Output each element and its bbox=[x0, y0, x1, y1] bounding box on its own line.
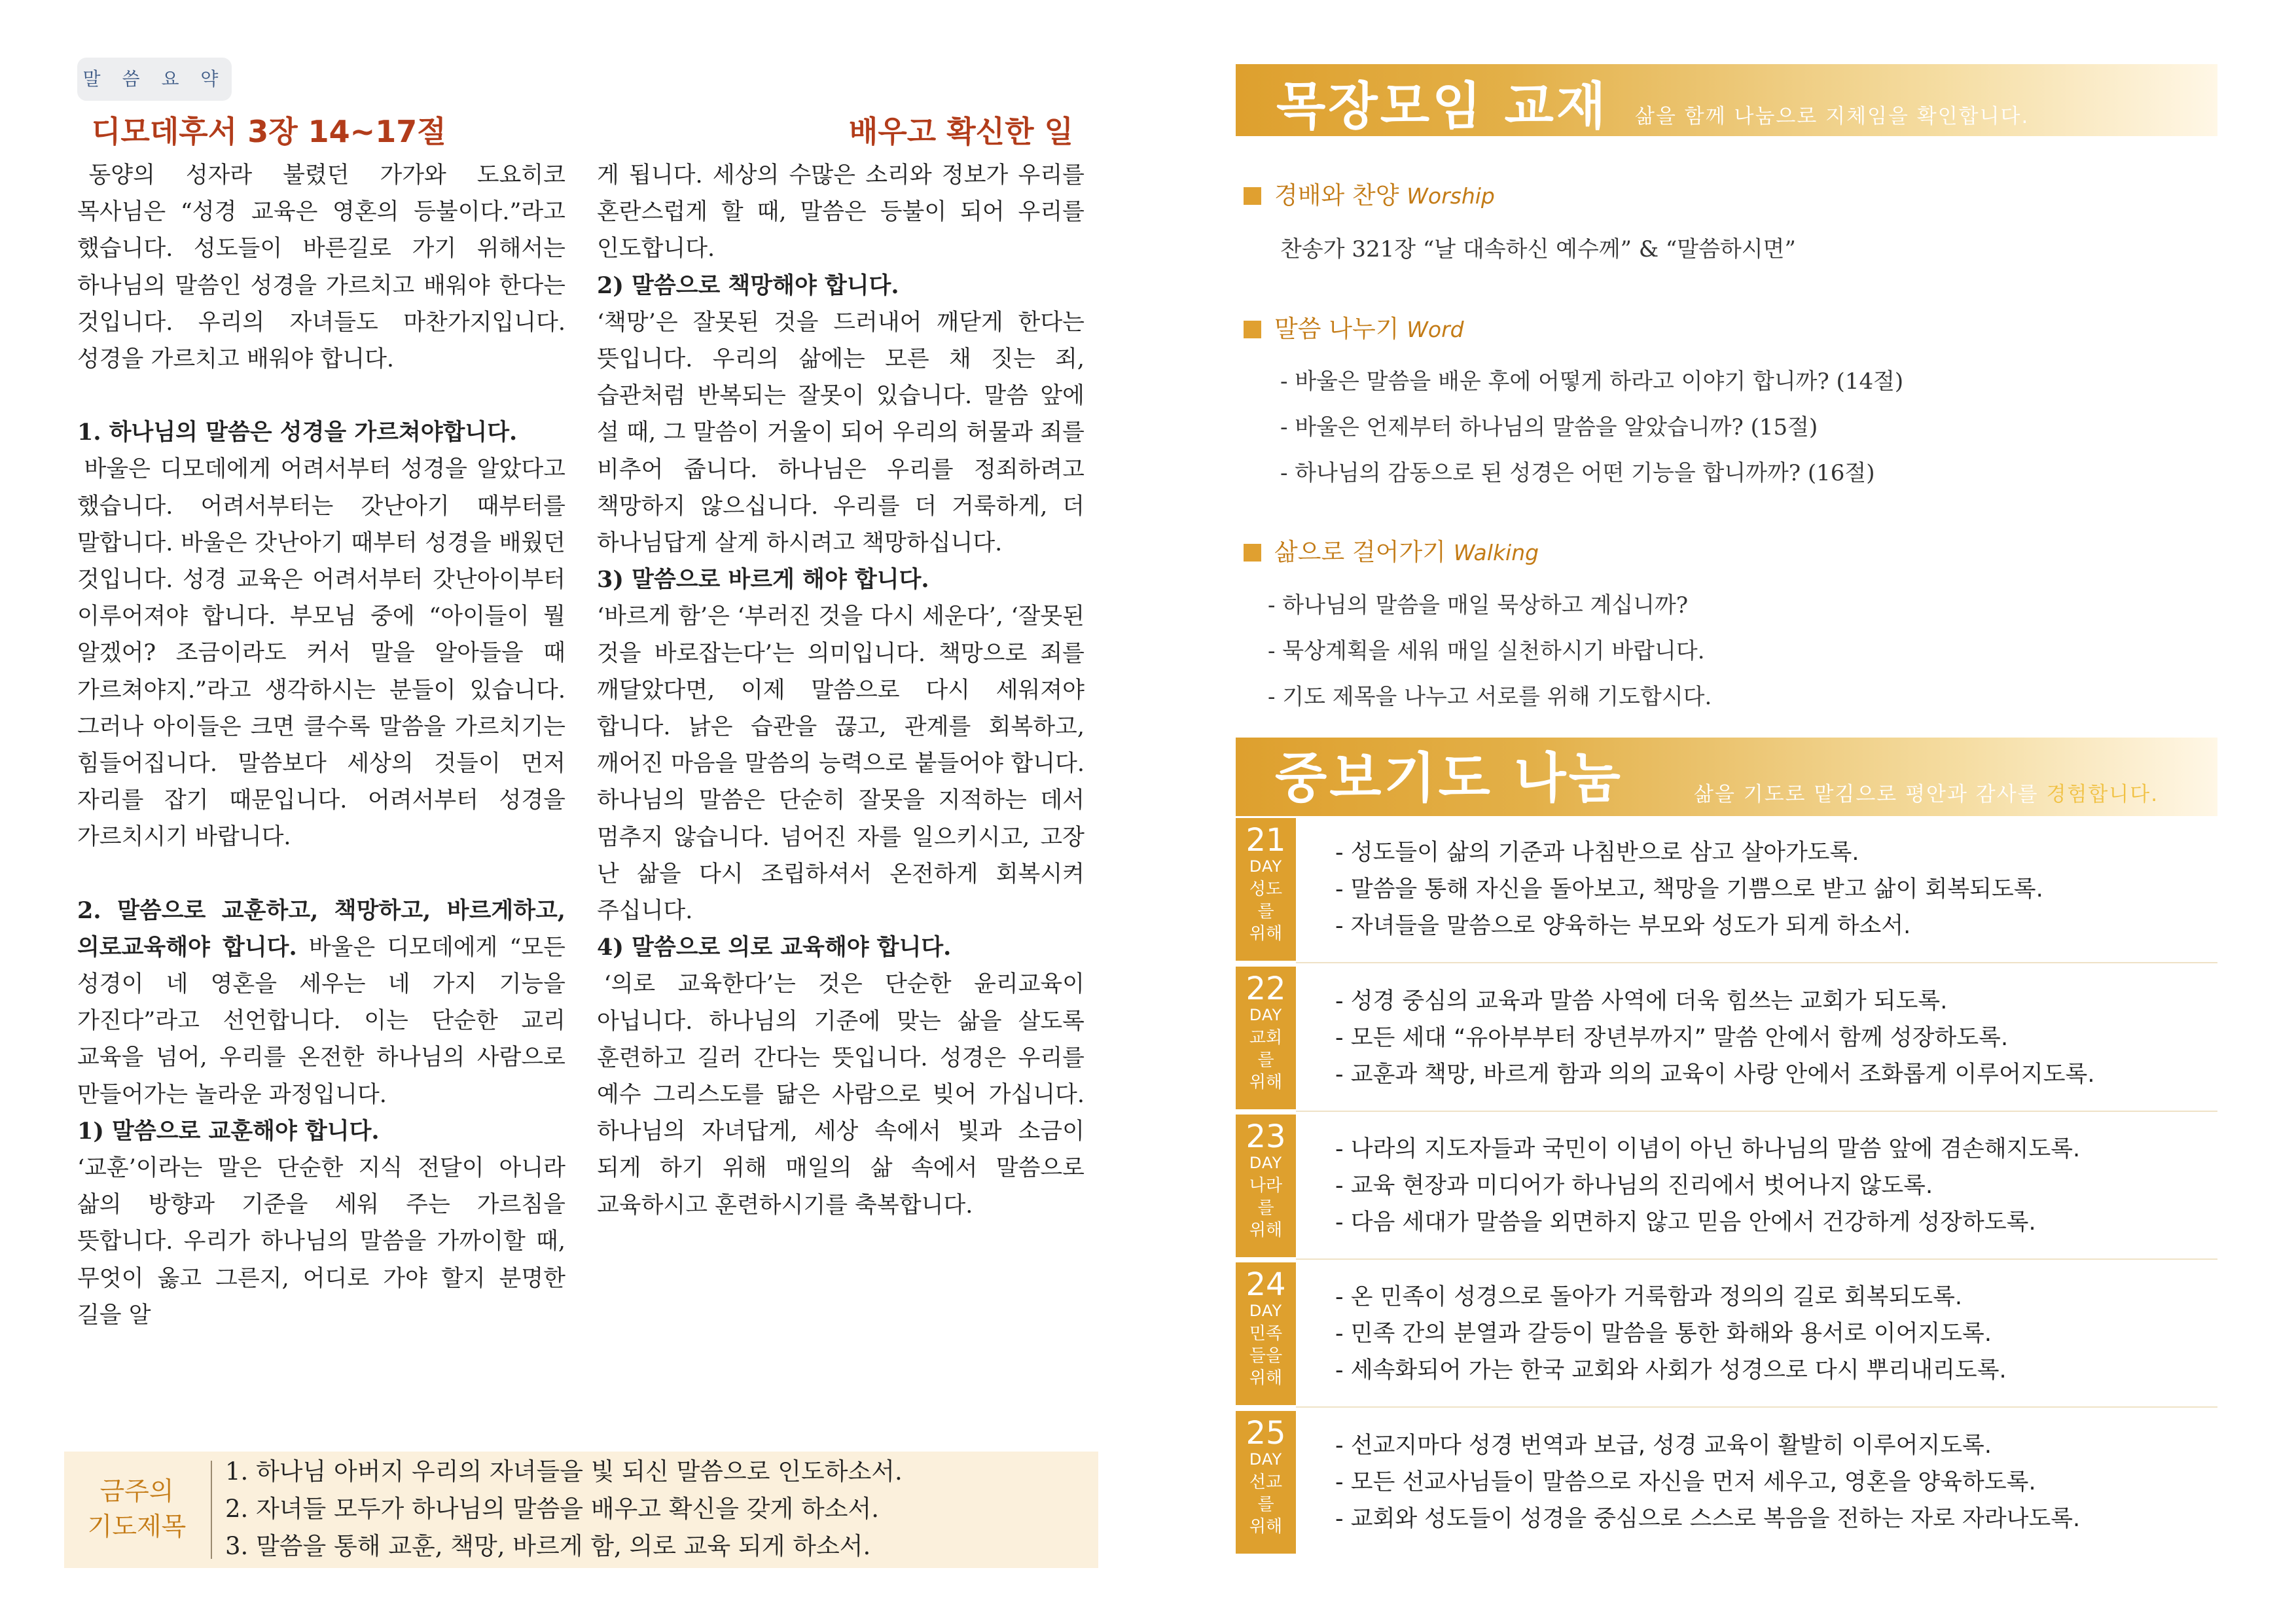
section-heading: 3) 말씀으로 바르게 해야 합니다. bbox=[597, 566, 929, 594]
walking-item: - 묵상계획을 세워 매일 실천하시기 바랍니다. bbox=[1268, 638, 1705, 664]
walking-item: - 기도 제목을 나누고 서로를 위해 기도합시다. bbox=[1268, 684, 1712, 710]
day-prayer-item: - 온 민족이 성경으로 돌아가 거룩함과 정의의 길로 회복되도록. bbox=[1335, 1284, 1963, 1310]
day-prayer-item: - 자녀들을 말씀으로 양육하는 부모와 성도가 되게 하소서. bbox=[1335, 913, 1911, 939]
day-category: 교회 bbox=[1249, 1028, 1283, 1048]
weekly-prayer-label bbox=[64, 1452, 209, 1568]
question-item: - 바울은 말씀을 배운 후에 어떻게 하라고 이야기 합니까? (14절) bbox=[1280, 368, 1904, 395]
day-label: DAY bbox=[1249, 857, 1283, 876]
day-prayer-item: - 성도들이 삶의 기준과 나침반으로 삼고 살아가도록. bbox=[1335, 840, 1859, 866]
sermon-column-2 bbox=[597, 157, 1085, 1224]
day-category: 를 bbox=[1257, 1050, 1274, 1070]
day-category: 를 bbox=[1257, 902, 1274, 921]
section-tag: 말 씀 요 약 bbox=[77, 58, 232, 101]
worship-heading bbox=[1244, 175, 1495, 211]
prayer-item: 2. 자녀들 모두가 하나님의 말씀을 배우고 확신을 갖게 하소서. bbox=[225, 1495, 879, 1523]
day-prayer-list bbox=[1335, 1279, 2007, 1389]
day-divider bbox=[1296, 1406, 2217, 1408]
day-prayer-item: - 민족 간의 분열과 갈등이 말씀을 통한 화해와 용서로 이어지도록. bbox=[1335, 1321, 1992, 1347]
section-heading: 4) 말씀으로 의로 교육해야 합니다. bbox=[597, 934, 952, 961]
square-bullet-icon bbox=[1244, 321, 1261, 338]
paragraph bbox=[77, 893, 565, 1113]
day-category: 위해 bbox=[1249, 1517, 1283, 1537]
day-category: 위해 bbox=[1249, 1368, 1283, 1388]
prayer-item: 3. 말씀을 통해 교훈, 책망, 바르게 함, 의로 교육 되게 하소서. bbox=[225, 1532, 871, 1560]
day-number: 21 bbox=[1246, 822, 1286, 859]
day-badge bbox=[1236, 967, 1296, 1109]
day-badge bbox=[1236, 818, 1296, 961]
worship-hymn: 찬송가 321장 “날 대속하신 예수께” & “말씀하시면” bbox=[1280, 236, 1796, 262]
intercession-subtitle bbox=[1694, 777, 2159, 807]
worship-heading-ko: 경배와 찬양 bbox=[1274, 181, 1399, 209]
day-category: 선교 bbox=[1249, 1472, 1283, 1492]
day-category: 성도 bbox=[1249, 880, 1283, 899]
day-label: DAY bbox=[1249, 1154, 1283, 1172]
day-number: 25 bbox=[1246, 1415, 1286, 1452]
day-category: 를 bbox=[1257, 1495, 1274, 1514]
day-prayer-item: - 선교지마다 성경 번역과 보급, 성경 교육이 활발히 이루어지도록. bbox=[1335, 1433, 1992, 1459]
day-prayer-item: - 교회와 성도들이 성경을 중심으로 스스로 복음을 전하는 자로 자라나도록. bbox=[1335, 1506, 2081, 1532]
day-number: 22 bbox=[1246, 971, 1286, 1007]
small-group-title: 목장모임 교재 bbox=[1276, 77, 1609, 136]
word-heading bbox=[1244, 309, 1464, 344]
day-category: 를 bbox=[1257, 1198, 1274, 1218]
intercession-title: 중보기도 나눔 bbox=[1275, 747, 1623, 810]
paragraph: ‘의로 교육한다’는 것은 단순한 윤리교육이 아닙니다. 하나님의 기준에 맞는 삶을 살도록 훈련하고 길러 간다는 뜻입니다. 성경은 우리를 예수 그리스도를 닮은 사람으로 빚어 가십니다. 하나님의 자녀답게, 세상 속에서 빛과 소금이 되게 하기 위해 매일의 삶 속에서 말씀으로 교육하시고 훈련하시기를 축복합니다. bbox=[597, 971, 1085, 1219]
prayer-divider bbox=[211, 1461, 212, 1559]
word-questions bbox=[1280, 359, 1903, 496]
sermon-title: 배우고 확신한 일 bbox=[848, 114, 1073, 149]
passage-reference: 디모데후서 3장 14~17절 bbox=[92, 114, 446, 149]
day-divider bbox=[1296, 962, 2217, 963]
day-category: 나라 bbox=[1249, 1176, 1283, 1196]
day-prayer-item: - 교훈과 책망, 바르게 함과 의의 교육이 사랑 안에서 조화롭게 이루어지도록. bbox=[1335, 1061, 2095, 1088]
walking-heading-en: Walking bbox=[1453, 540, 1539, 565]
day-number: 23 bbox=[1246, 1118, 1286, 1155]
worship-heading-en: Worship bbox=[1407, 183, 1495, 209]
day-category: 위해 bbox=[1249, 924, 1283, 944]
square-bullet-icon bbox=[1244, 187, 1261, 205]
paragraph: ‘교훈’이라는 말은 단순한 지식 전달이 아니라 삶의 방향과 기준을 세워 주는 가르침을 뜻합니다. 우리가 하나님의 말씀을 가까이할 때, 무엇이 옳고 그른지, 어디로 가야 할지 분명한 길을 알 bbox=[77, 1155, 565, 1329]
section-heading: 2) 말씀으로 책망해야 합니다. bbox=[597, 272, 899, 299]
word-heading-en: Word bbox=[1407, 317, 1464, 342]
day-badge bbox=[1236, 1411, 1296, 1554]
day-prayer-item: - 성경 중심의 교육과 말씀 사역에 더욱 힘쓰는 교회가 되도록. bbox=[1335, 988, 1948, 1014]
paragraph: 바울은 디모데에게 어려서부터 성경을 알았다고 했습니다. 어려서부터는 갓난아기 때부터를 말합니다. 바울은 갓난아기 때부터 성경을 배웠던 것입니다. 성경 교육은 어려서부터 갓난아이부터 이루어져야 합니다. 부모님 중에 “아이들이 뭘 알겠어? 조금이라도 커서 말을 알아들을 때 가르쳐야지.”라고 생각하시는 분들이 있습니다. 그러나 아이들은 크면 클수록 말씀을 가르치기는 힘들어집니다. 말씀보다 세상의 것들이 먼저 자리를 잡기 때문입니다. 어려서부터 성경을 가르치시기 바랍니다. bbox=[77, 456, 565, 851]
paragraph-gap bbox=[77, 856, 565, 893]
day-prayer-list bbox=[1335, 1131, 2080, 1241]
prayer-item: 1. 하나님 아버지 우리의 자녀들을 빛 되신 말씀으로 인도하소서. bbox=[225, 1457, 903, 1486]
day-label: DAY bbox=[1249, 1302, 1283, 1320]
day-prayer-item: - 세속화되어 가는 한국 교회와 사회가 성경으로 다시 뿌리내리도록. bbox=[1335, 1357, 2007, 1383]
day-prayer-item: - 나라의 지도자들과 국민이 이념이 아닌 하나님의 말씀 앞에 겸손해지도록. bbox=[1335, 1136, 2081, 1162]
day-prayer-item: - 모든 선교사님들이 말씀으로 자신을 먼저 세우고, 영혼을 양육하도록. bbox=[1335, 1469, 2036, 1495]
weekly-prayer-list bbox=[225, 1453, 1089, 1565]
paragraph-gap bbox=[77, 378, 565, 414]
question-item: - 바울은 언제부터 하나님의 말씀을 알았습니까? (15절) bbox=[1280, 414, 1818, 440]
day-prayer-item: - 모든 세대 “유아부부터 장년부까지” 말씀 안에서 함께 성장하도록. bbox=[1335, 1025, 2009, 1051]
day-label: DAY bbox=[1249, 1006, 1283, 1024]
prayer-label-line2: 기도제목 bbox=[87, 1512, 187, 1542]
paragraph: ‘책망’은 잘못된 것을 드러내어 깨닫게 한다는 뜻입니다. 우리의 삶에는 모른 채 짓는 죄, 습관처럼 반복되는 잘못이 있습니다. 말씀 앞에 설 때, 그 말씀이 거울이 되어 우리의 허물과 죄를 비추어 줍니다. 하나님은 우리를 정죄하려고 책망하지 않으십니다. 우리를 더 거룩하게, 더 하나님답게 살게 하시려고 책망하십니다. bbox=[597, 309, 1085, 557]
small-group-subtitle: 삶을 함께 나눔으로 지체임을 확인합니다. bbox=[1635, 105, 2030, 128]
section-heading: 1) 말씀으로 교훈해야 합니다. bbox=[77, 1117, 380, 1145]
walking-heading-ko: 삶으로 걸어가기 bbox=[1274, 538, 1446, 566]
day-label: DAY bbox=[1249, 1450, 1283, 1469]
day-prayer-list bbox=[1335, 983, 2094, 1093]
day-prayer-item: - 교육 현장과 미디어가 하나님의 진리에서 벗어나지 않도록. bbox=[1335, 1173, 1933, 1199]
day-badge bbox=[1236, 1115, 1296, 1257]
day-divider bbox=[1296, 1111, 2217, 1112]
paragraph: ‘바르게 함’은 ‘부러진 것을 다시 세운다’, ‘잘못된 것을 바로잡는다’는 의미입니다. 책망으로 죄를 깨달았다면, 이제 말씀으로 다시 세워져야 합니다. 낡은 습관을 끊고, 관계를 회복하고, 깨어진 마음을 말씀의 능력으로 붙들어야 합니다. 하나님의 말씀은 단순히 잘못을 지적하는 데서 멈추지 않습니다. 넘어진 자를 일으키시고, 고장 난 삶을 다시 조립하셔서 온전하게 회복시켜 주십니다. bbox=[597, 603, 1085, 925]
paragraph: 게 됩니다. 세상의 수많은 소리와 정보가 우리를 혼란스럽게 할 때, 말씀은 등불이 되어 우리를 인도합니다. bbox=[597, 162, 1085, 262]
sermon-column-1 bbox=[77, 157, 565, 1334]
day-prayer-list bbox=[1335, 834, 2043, 944]
walking-heading bbox=[1244, 532, 1539, 567]
paragraph: 동양의 성자라 불렸던 가가와 도요히코 목사님은 “성경 교육은 영혼의 등불이다.”라고 했습니다. 성도들이 바른길로 가기 위해서는 하나님의 말씀인 성경을 가르치고 배워야 한다는 것입니다. 우리의 자녀들도 마찬가지입니다. 성경을 가르치고 배워야 합니다. bbox=[77, 162, 565, 373]
day-category: 민족 bbox=[1249, 1324, 1283, 1344]
square-bullet-icon bbox=[1244, 544, 1261, 562]
day-prayer-item: - 다음 세대가 말씀을 외면하지 않고 믿음 안에서 건강하게 성장하도록. bbox=[1335, 1209, 2036, 1236]
section-heading: 2. 말씀으로 교훈하고, 책망하고, 바르게하고, 의로교육해야 합니다. bbox=[77, 897, 565, 961]
walking-items bbox=[1268, 582, 1712, 720]
question-item: - 하나님의 감동으로 된 성경은 어떤 기능을 합니까까? (16절) bbox=[1280, 460, 1875, 486]
word-heading-ko: 말씀 나누기 bbox=[1274, 315, 1399, 343]
day-badge bbox=[1236, 1262, 1296, 1405]
intercession-subtitle-a: 삶을 기도로 맡김으로 평안과 감사를 bbox=[1694, 783, 2047, 806]
intercession-subtitle-b: 경험합니다. bbox=[2046, 783, 2159, 806]
day-prayer-item: - 말씀을 통해 자신을 돌아보고, 책망을 기쁨으로 받고 삶이 회복되도록. bbox=[1335, 876, 2043, 902]
day-category: 위해 bbox=[1249, 1073, 1283, 1092]
day-prayer-list bbox=[1335, 1427, 2080, 1537]
walking-item: - 하나님의 말씀을 매일 묵상하고 계십니까? bbox=[1268, 592, 1689, 618]
day-category: 들을 bbox=[1249, 1346, 1283, 1366]
day-category: 위해 bbox=[1249, 1221, 1283, 1240]
day-number: 24 bbox=[1246, 1266, 1286, 1303]
day-divider bbox=[1296, 1258, 2217, 1260]
section-heading: 1. 하나님의 말씀은 성경을 가르쳐야합니다. bbox=[77, 419, 518, 446]
prayer-label-line1: 금주의 bbox=[99, 1477, 174, 1507]
paragraph-text: 바울은 디모데에게 “모든 성경이 네 영혼을 세우는 네 가지 기능을 가진다”라고 선언합니다. 이는 단순한 교리 교육을 넘어, 우리를 온전한 하나님의 사람으로 만들어가는 놀라운 과정입니다. bbox=[77, 934, 565, 1108]
